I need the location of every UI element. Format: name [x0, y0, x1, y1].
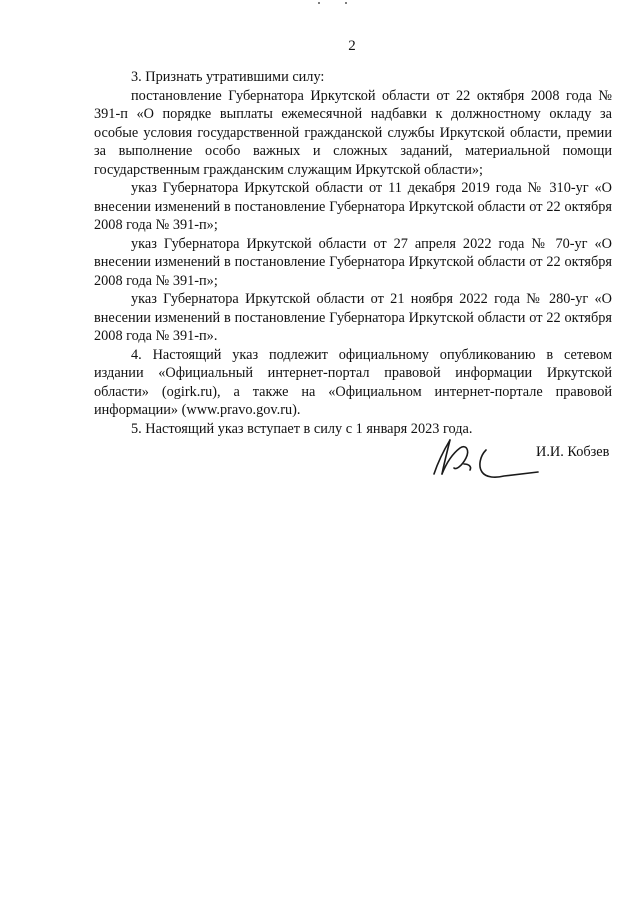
paragraph-item-4-publication: 4. Настоящий указ подлежит официальному опубликованию в сетевом издании «Официальный интернет-портал правовой информации Иркутской области» (ogirk.ru), а также на «Официальном интернет-портале правовой информации» (www.pravo.gov.ru). [94, 346, 612, 418]
signer-name: И.И. Кобзев [536, 444, 610, 460]
page-number: 2 [348, 38, 356, 54]
paragraph-repealed-decree-2019: указ Губернатора Иркутской области от 11 декабря 2019 года № 310-уг «О внесении изменений в постановление Губернатора Иркутской области от 22 октября 2008 года № 391-п»; [94, 180, 612, 233]
paragraph-repealed-decree-november-2022: указ Губернатора Иркутской области от 21 ноября 2022 года № 280-уг «О внесении изменений в постановление Губернатора Иркутской области от 22 октября 2008 года № 391-п». [94, 291, 612, 344]
paragraph-item-5-effective-date: 5. Настоящий указ вступает в силу с 1 января 2023 года. [131, 420, 473, 437]
scan-dot [345, 2, 347, 4]
paragraph-repealed-decree-april-2022: указ Губернатора Иркутской области от 27 апреля 2022 года № 70-уг «О внесении изменений в постановление Губернатора Иркутской области от 22 октября 2008 года № 391-п»; [94, 235, 612, 289]
handwritten-signature-icon [420, 434, 550, 482]
paragraph-repealed-resolution: постановление Губернатора Иркутской области от 22 октября 2008 года № 391-п «О порядке выплаты ежемесячной надбавки к должностному окладу за особые условия государственной гражданской службы Иркутской области, премии за выполнение особо важных и сложных заданий, материальной помощи государственным гражданским служащим Иркутской области»; [94, 87, 612, 178]
scan-artifacts [0, 0, 640, 10]
paragraph-item-3: 3. Признать утратившими силу: [131, 69, 325, 85]
document-body [94, 68, 612, 438]
scan-dot [318, 2, 320, 4]
signature-block [420, 434, 620, 484]
